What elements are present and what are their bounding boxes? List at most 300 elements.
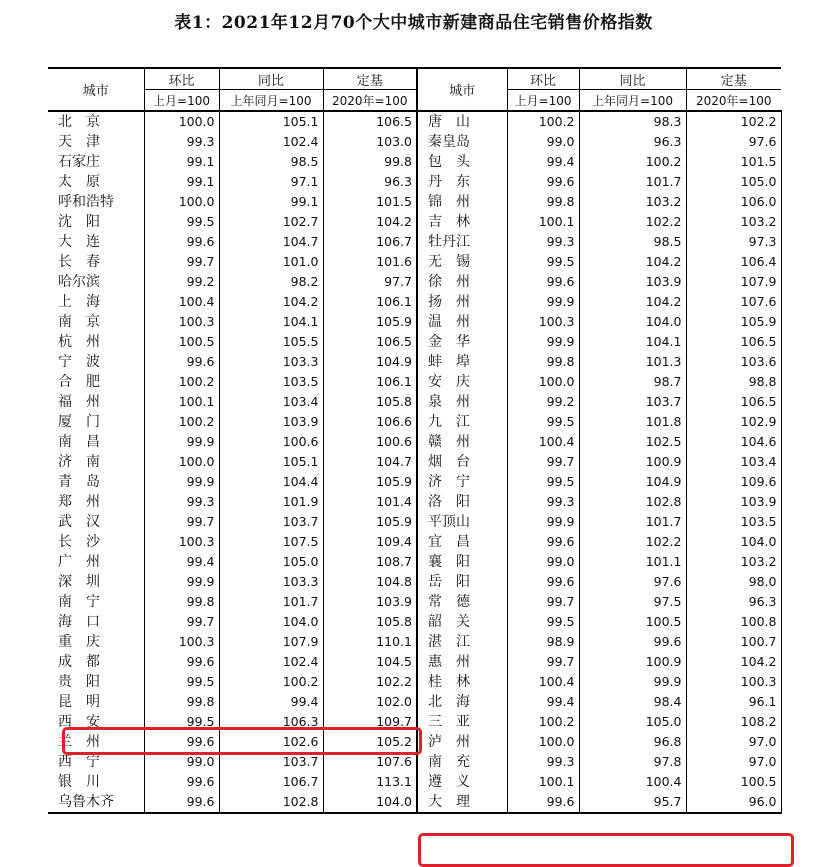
mom-cell: 100.4 — [507, 432, 579, 452]
base-cell: 96.0 — [686, 792, 781, 813]
base-cell: 99.8 — [323, 152, 417, 172]
yoy-cell: 102.2 — [579, 532, 686, 552]
city-cell: 深 圳 — [58, 574, 100, 590]
yoy-cell: 104.0 — [219, 612, 323, 632]
mom-cell: 99.1 — [144, 172, 219, 192]
mom-cell: 99.9 — [144, 472, 219, 492]
header-yoy-sub-left: 上年同月=100 — [219, 90, 323, 112]
city-cell: 合 肥 — [58, 374, 100, 390]
mom-cell: 99.7 — [507, 592, 579, 612]
table-row — [48, 792, 781, 813]
city-cell: 扬 州 — [417, 292, 507, 312]
mom-cell: 100.2 — [144, 412, 219, 432]
base-cell: 103.5 — [686, 512, 781, 532]
table-row — [48, 332, 781, 352]
city-cell: 秦皇岛 — [417, 132, 507, 152]
mom-cell: 99.0 — [507, 552, 579, 572]
city-cell: 北 海 — [417, 692, 507, 712]
price-index-table — [48, 67, 782, 814]
base-cell: 101.4 — [323, 492, 417, 512]
yoy-cell: 102.2 — [579, 212, 686, 232]
table-row — [48, 492, 781, 512]
mom-cell: 99.7 — [507, 452, 579, 472]
table-row — [48, 512, 781, 532]
base-cell: 113.1 — [323, 772, 417, 792]
base-cell: 97.7 — [323, 272, 417, 292]
yoy-cell: 106.7 — [219, 772, 323, 792]
mom-cell: 99.6 — [507, 532, 579, 552]
city-cell: 北 京 — [58, 114, 100, 130]
yoy-cell: 100.9 — [579, 652, 686, 672]
yoy-cell: 98.7 — [579, 372, 686, 392]
yoy-cell: 103.7 — [219, 752, 323, 772]
city-cell: 成 都 — [58, 654, 100, 670]
base-cell: 103.2 — [686, 212, 781, 232]
base-cell: 103.2 — [686, 552, 781, 572]
base-cell: 106.4 — [686, 252, 781, 272]
yoy-cell: 98.5 — [219, 152, 323, 172]
city-cell: 青 岛 — [58, 474, 100, 490]
mom-cell: 99.5 — [507, 472, 579, 492]
base-cell: 102.2 — [323, 672, 417, 692]
mom-cell: 100.2 — [507, 111, 579, 132]
header-row — [48, 68, 781, 90]
yoy-cell: 105.1 — [219, 111, 323, 132]
base-cell: 96.3 — [323, 172, 417, 192]
mom-cell: 99.6 — [144, 232, 219, 252]
base-cell: 108.2 — [686, 712, 781, 732]
city-cell: 兰 州 — [58, 734, 100, 750]
table-title: 表1：2021年12月70个大中城市新建商品住宅销售价格指数 — [174, 13, 653, 33]
city-cell: 宜 昌 — [417, 532, 507, 552]
base-cell: 104.0 — [686, 532, 781, 552]
mom-cell: 99.4 — [144, 552, 219, 572]
mom-cell: 99.3 — [144, 492, 219, 512]
mom-cell: 99.9 — [144, 572, 219, 592]
yoy-cell: 101.3 — [579, 352, 686, 372]
city-cell: 南 宁 — [58, 594, 100, 610]
base-cell: 101.5 — [686, 152, 781, 172]
table-row — [48, 752, 781, 772]
base-cell: 105.9 — [686, 312, 781, 332]
yoy-cell: 104.7 — [219, 232, 323, 252]
yoy-cell: 99.1 — [219, 192, 323, 212]
city-cell: 常 德 — [417, 592, 507, 612]
base-cell: 106.7 — [323, 232, 417, 252]
city-cell: 襄 阳 — [417, 552, 507, 572]
yoy-cell: 105.0 — [219, 552, 323, 572]
city-cell: 郑 州 — [58, 494, 100, 510]
yoy-cell: 104.4 — [219, 472, 323, 492]
base-cell: 105.8 — [323, 392, 417, 412]
city-cell: 桂 林 — [417, 672, 507, 692]
header-mom-right: 环比 — [507, 68, 579, 90]
yoy-cell: 97.8 — [579, 752, 686, 772]
base-cell: 109.6 — [686, 472, 781, 492]
base-cell: 104.0 — [323, 792, 417, 813]
header-base-left: 定基 — [323, 68, 417, 90]
yoy-cell: 104.2 — [579, 292, 686, 312]
city-cell: 重 庆 — [58, 634, 100, 650]
base-cell: 106.5 — [686, 392, 781, 412]
city-cell: 南 昌 — [58, 434, 100, 450]
base-cell: 104.5 — [323, 652, 417, 672]
city-cell: 洛 阳 — [417, 492, 507, 512]
table-row — [48, 192, 781, 212]
city-cell: 韶 关 — [417, 612, 507, 632]
mom-cell: 100.5 — [144, 332, 219, 352]
mom-cell: 99.7 — [144, 612, 219, 632]
base-cell: 105.2 — [323, 732, 417, 752]
base-cell: 100.8 — [686, 612, 781, 632]
mom-cell: 99.4 — [507, 152, 579, 172]
base-cell: 100.3 — [686, 672, 781, 692]
city-cell: 石家庄 — [58, 154, 100, 170]
table-row — [48, 111, 781, 132]
yoy-cell: 104.1 — [219, 312, 323, 332]
yoy-cell: 99.4 — [219, 692, 323, 712]
mom-cell: 99.5 — [507, 612, 579, 632]
mom-cell: 99.4 — [507, 692, 579, 712]
header-base-sub-left: 2020年=100 — [323, 90, 417, 112]
mom-cell: 99.6 — [144, 732, 219, 752]
city-cell: 岳 阳 — [417, 572, 507, 592]
yoy-cell: 100.4 — [579, 772, 686, 792]
mom-cell: 99.6 — [144, 352, 219, 372]
city-cell: 大 连 — [58, 234, 100, 250]
base-cell: 102.2 — [686, 111, 781, 132]
city-cell: 济 南 — [58, 454, 100, 470]
mom-cell: 99.3 — [144, 132, 219, 152]
city-cell: 杭 州 — [58, 334, 100, 350]
city-cell: 温 州 — [417, 312, 507, 332]
mom-cell: 100.0 — [507, 732, 579, 752]
header-yoy-sub-right: 上年同月=100 — [579, 90, 686, 112]
base-cell: 105.0 — [686, 172, 781, 192]
table-row — [48, 172, 781, 192]
mom-cell: 99.6 — [144, 792, 219, 813]
table-row — [48, 452, 781, 472]
yoy-cell: 104.1 — [579, 332, 686, 352]
highlight-box-dali — [418, 833, 794, 867]
table-row — [48, 312, 781, 332]
mom-cell: 99.6 — [144, 652, 219, 672]
table-row — [48, 392, 781, 412]
base-cell: 109.7 — [323, 712, 417, 732]
city-cell: 南 京 — [58, 314, 100, 330]
yoy-cell: 101.7 — [579, 512, 686, 532]
table-row — [48, 432, 781, 452]
base-cell: 103.0 — [323, 132, 417, 152]
table-row — [48, 372, 781, 392]
base-cell: 104.8 — [323, 572, 417, 592]
yoy-cell: 103.7 — [219, 512, 323, 532]
yoy-cell: 103.2 — [579, 192, 686, 212]
mom-cell: 100.4 — [507, 672, 579, 692]
base-cell: 97.0 — [686, 752, 781, 772]
mom-cell: 100.3 — [507, 312, 579, 332]
yoy-cell: 97.5 — [579, 592, 686, 612]
mom-cell: 99.3 — [507, 492, 579, 512]
yoy-cell: 104.0 — [579, 312, 686, 332]
yoy-cell: 100.6 — [219, 432, 323, 452]
city-cell: 长 春 — [58, 254, 100, 270]
yoy-cell: 105.0 — [579, 712, 686, 732]
city-cell: 湛 江 — [417, 632, 507, 652]
base-cell: 104.2 — [323, 212, 417, 232]
mom-cell: 99.6 — [507, 572, 579, 592]
header-sub-row — [48, 90, 781, 112]
yoy-cell: 103.5 — [219, 372, 323, 392]
city-cell: 乌鲁木齐 — [48, 792, 144, 813]
mom-cell: 99.5 — [144, 712, 219, 732]
base-cell: 103.9 — [323, 592, 417, 612]
mom-cell: 99.6 — [507, 272, 579, 292]
base-cell: 106.5 — [686, 332, 781, 352]
mom-cell: 100.2 — [144, 372, 219, 392]
city-cell: 遵 义 — [417, 772, 507, 792]
yoy-cell: 103.7 — [579, 392, 686, 412]
yoy-cell: 102.4 — [219, 652, 323, 672]
base-cell: 103.9 — [686, 492, 781, 512]
city-cell: 金 华 — [417, 332, 507, 352]
mom-cell: 99.6 — [507, 172, 579, 192]
mom-cell: 100.2 — [507, 712, 579, 732]
base-cell: 104.2 — [686, 652, 781, 672]
base-cell: 102.0 — [323, 692, 417, 712]
yoy-cell: 101.7 — [579, 172, 686, 192]
base-cell: 105.9 — [323, 312, 417, 332]
base-cell: 100.5 — [686, 772, 781, 792]
yoy-cell: 102.4 — [219, 132, 323, 152]
yoy-cell: 103.9 — [579, 272, 686, 292]
mom-cell: 100.1 — [507, 212, 579, 232]
mom-cell: 99.5 — [144, 212, 219, 232]
yoy-cell: 100.2 — [579, 152, 686, 172]
mom-cell: 99.5 — [144, 672, 219, 692]
yoy-cell: 102.7 — [219, 212, 323, 232]
table-row — [48, 552, 781, 572]
city-cell: 上 海 — [58, 294, 100, 310]
city-cell: 太 原 — [58, 174, 100, 190]
yoy-cell: 99.6 — [579, 632, 686, 652]
mom-cell: 100.1 — [144, 392, 219, 412]
base-cell: 107.6 — [686, 292, 781, 312]
yoy-cell: 98.3 — [579, 111, 686, 132]
yoy-cell: 104.9 — [579, 472, 686, 492]
yoy-cell: 101.0 — [219, 252, 323, 272]
base-cell: 100.6 — [323, 432, 417, 452]
city-cell: 海 口 — [58, 614, 100, 630]
city-cell: 宁 波 — [58, 354, 100, 370]
base-cell: 105.8 — [323, 612, 417, 632]
table-row — [48, 712, 781, 732]
yoy-cell: 103.3 — [219, 572, 323, 592]
header-mom-sub-left: 上月=100 — [144, 90, 219, 112]
mom-cell: 99.0 — [507, 132, 579, 152]
table-row — [48, 412, 781, 432]
table-row — [48, 252, 781, 272]
base-cell: 108.7 — [323, 552, 417, 572]
city-cell: 南 充 — [417, 752, 507, 772]
base-cell: 97.6 — [686, 132, 781, 152]
city-cell: 广 州 — [58, 554, 100, 570]
table-row — [48, 272, 781, 292]
yoy-cell: 105.1 — [219, 452, 323, 472]
mom-cell: 100.0 — [144, 111, 219, 132]
mom-cell: 99.7 — [144, 512, 219, 532]
mom-cell: 99.9 — [144, 432, 219, 452]
city-cell: 银 川 — [58, 774, 100, 790]
city-cell: 蚌 埠 — [417, 352, 507, 372]
mom-cell: 99.8 — [507, 192, 579, 212]
base-cell: 103.6 — [686, 352, 781, 372]
mom-cell: 99.5 — [507, 412, 579, 432]
city-cell: 吉 林 — [417, 212, 507, 232]
table-row — [48, 472, 781, 492]
table-row — [48, 232, 781, 252]
mom-cell: 99.1 — [144, 152, 219, 172]
table-row — [48, 732, 781, 752]
table-row — [48, 152, 781, 172]
yoy-cell: 106.3 — [219, 712, 323, 732]
mom-cell: 99.8 — [144, 592, 219, 612]
table-row — [48, 592, 781, 612]
mom-cell: 100.0 — [144, 452, 219, 472]
mom-cell: 99.3 — [507, 752, 579, 772]
base-cell: 98.8 — [686, 372, 781, 392]
mom-cell: 100.0 — [507, 372, 579, 392]
city-cell: 昆 明 — [58, 694, 100, 710]
mom-cell: 99.9 — [507, 332, 579, 352]
base-cell: 106.5 — [323, 332, 417, 352]
mom-cell: 100.3 — [144, 312, 219, 332]
yoy-cell: 98.2 — [219, 272, 323, 292]
base-cell: 96.1 — [686, 692, 781, 712]
header-yoy-left: 同比 — [219, 68, 323, 90]
header-mom-left: 环比 — [144, 68, 219, 90]
header-base-sub-right: 2020年=100 — [686, 90, 781, 112]
mom-cell: 100.1 — [507, 772, 579, 792]
base-cell: 105.9 — [323, 512, 417, 532]
city-cell: 徐 州 — [417, 272, 507, 292]
base-cell: 106.1 — [323, 292, 417, 312]
yoy-cell: 100.5 — [579, 612, 686, 632]
yoy-cell: 102.8 — [579, 492, 686, 512]
city-cell: 丹 东 — [417, 172, 507, 192]
base-cell: 106.1 — [323, 372, 417, 392]
table-body — [48, 111, 781, 813]
city-cell: 贵 阳 — [58, 674, 100, 690]
yoy-cell: 97.1 — [219, 172, 323, 192]
city-cell: 西 安 — [58, 714, 100, 730]
city-cell: 武 汉 — [58, 514, 100, 530]
city-cell: 牡丹江 — [417, 232, 507, 252]
yoy-cell: 105.5 — [219, 332, 323, 352]
mom-cell: 100.3 — [144, 532, 219, 552]
yoy-cell: 96.3 — [579, 132, 686, 152]
city-cell: 沈 阳 — [58, 214, 100, 230]
base-cell: 103.4 — [686, 452, 781, 472]
mom-cell: 99.0 — [144, 752, 219, 772]
table-row — [48, 572, 781, 592]
city-cell: 长 沙 — [58, 534, 100, 550]
yoy-cell: 95.7 — [579, 792, 686, 813]
city-cell: 平顶山 — [417, 512, 507, 532]
table-row — [48, 352, 781, 372]
table-row — [48, 632, 781, 652]
table-row — [48, 772, 781, 792]
city-cell: 大 理 — [417, 792, 507, 813]
header-city-right: 城市 — [417, 68, 507, 111]
table-row — [48, 292, 781, 312]
city-cell: 九 江 — [417, 412, 507, 432]
table-row — [48, 532, 781, 552]
mom-cell: 99.8 — [507, 352, 579, 372]
header-mom-sub-right: 上月=100 — [507, 90, 579, 112]
base-cell: 101.5 — [323, 192, 417, 212]
city-cell: 泸 州 — [417, 732, 507, 752]
city-cell: 天 津 — [58, 134, 100, 150]
base-cell: 104.7 — [323, 452, 417, 472]
base-cell: 98.0 — [686, 572, 781, 592]
base-cell: 96.3 — [686, 592, 781, 612]
yoy-cell: 101.8 — [579, 412, 686, 432]
table-row — [48, 612, 781, 632]
city-cell: 烟 台 — [417, 452, 507, 472]
city-cell: 锦 州 — [417, 192, 507, 212]
mom-cell: 99.7 — [144, 252, 219, 272]
yoy-cell: 102.6 — [219, 732, 323, 752]
city-cell: 福 州 — [58, 394, 100, 410]
yoy-cell: 97.6 — [579, 572, 686, 592]
mom-cell: 100.0 — [144, 192, 219, 212]
base-cell: 109.4 — [323, 532, 417, 552]
mom-cell: 98.9 — [507, 632, 579, 652]
city-cell: 无 锡 — [417, 252, 507, 272]
yoy-cell: 107.9 — [219, 632, 323, 652]
yoy-cell: 101.1 — [579, 552, 686, 572]
base-cell: 102.9 — [686, 412, 781, 432]
yoy-cell: 102.5 — [579, 432, 686, 452]
city-cell: 赣 州 — [417, 432, 507, 452]
mom-cell: 99.9 — [507, 292, 579, 312]
mom-cell: 99.6 — [144, 772, 219, 792]
base-cell: 101.6 — [323, 252, 417, 272]
yoy-cell: 100.9 — [579, 452, 686, 472]
base-cell: 107.6 — [323, 752, 417, 772]
yoy-cell: 102.8 — [219, 792, 323, 813]
city-cell: 惠 州 — [417, 652, 507, 672]
mom-cell: 99.2 — [144, 272, 219, 292]
mom-cell: 99.3 — [507, 232, 579, 252]
header-city-left: 城市 — [48, 68, 144, 111]
base-cell: 106.6 — [323, 412, 417, 432]
mom-cell: 100.4 — [144, 292, 219, 312]
header-base-right: 定基 — [686, 68, 781, 90]
city-cell: 安 庆 — [417, 372, 507, 392]
yoy-cell: 96.8 — [579, 732, 686, 752]
base-cell: 100.7 — [686, 632, 781, 652]
city-cell: 厦 门 — [58, 414, 100, 430]
yoy-cell: 107.5 — [219, 532, 323, 552]
base-cell: 106.0 — [686, 192, 781, 212]
yoy-cell: 98.5 — [579, 232, 686, 252]
mom-cell: 99.5 — [507, 252, 579, 272]
yoy-cell: 103.3 — [219, 352, 323, 372]
mom-cell: 100.3 — [144, 632, 219, 652]
base-cell: 104.9 — [323, 352, 417, 372]
